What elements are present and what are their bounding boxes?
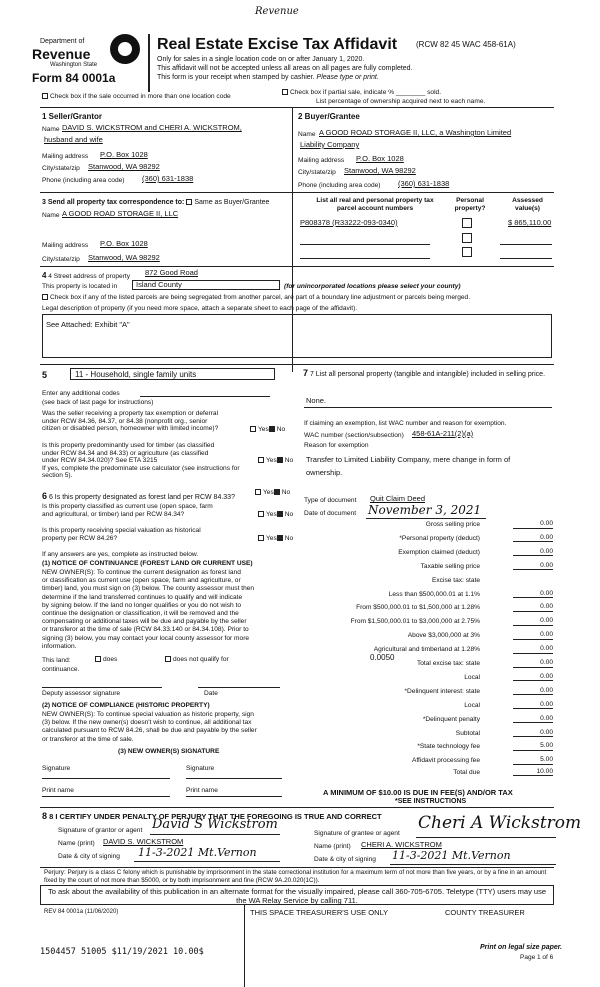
assessed-header: Assessed value(s) bbox=[512, 197, 543, 212]
notice-line: (3) below. If the new owner(s) doesn't wish to continue, all additional tax bbox=[42, 719, 252, 727]
owner-sig-label-1: Signature bbox=[42, 765, 71, 772]
alt-format-box: To ask about the availability of this publication in an alternate format for the visually impaired, please call 360-705-6705. Teletype (TTY) users may use the WA Relay Service by calling 711. bbox=[40, 885, 554, 905]
personal-checkbox-2[interactable] bbox=[462, 233, 472, 243]
multi-location-checkbox[interactable]: Check box if the sale occurred in more than one location code bbox=[42, 93, 231, 101]
exempt-label: If claiming an exemption, list WAC number and reason for exemption. bbox=[304, 420, 507, 427]
form-number: Form 84 0001a bbox=[32, 71, 116, 85]
corr-city-field[interactable]: Stanwood, WA 98292 bbox=[88, 253, 160, 262]
buyer-mail-label: Mailing address bbox=[298, 157, 345, 164]
q-timber: Is this property predominantly used for timber (as classified under RCW 84.34 and 84.33) or agriculture (as classified under RCW 84.34.020)? See ETA 3215 If yes, complete the predominate use calculator (see instructions for section 5). bbox=[42, 442, 240, 480]
new-owner-sig-title: (3) NEW OWNER(S) SIGNATURE bbox=[118, 748, 220, 755]
seller-phone-field[interactable]: (360) 631-1838 bbox=[142, 174, 194, 183]
tax-row-label: Local bbox=[464, 673, 480, 681]
tax-row-value[interactable]: 5.00 bbox=[513, 742, 553, 751]
q-current-use: Is this property classified as current use (open space, farm and agricultural, or timber) land per RCW 84.34? bbox=[42, 503, 213, 518]
notice2-body bbox=[42, 711, 257, 744]
answers-note: If any answers are yes, complete as instructed below. bbox=[42, 551, 199, 558]
grantor-name-field[interactable]: DAVID S. WICKSTROM bbox=[103, 837, 184, 846]
header-scribble: Revenue bbox=[255, 6, 299, 17]
logo-swoosh-icon bbox=[110, 34, 140, 64]
buyer-name-field[interactable]: A GOOD ROAD STORAGE II, LLC, a Washington Limited bbox=[319, 128, 512, 137]
use-code-select[interactable]: 11 - Household, single family units bbox=[70, 368, 275, 380]
segregated-checkbox[interactable]: Check box if any of the listed parcels are being segregated from another parcel, are part of a boundary line adjustment or parcels being merged. bbox=[42, 294, 470, 302]
tax-row-label: Above $3,000,000 at 3% bbox=[407, 632, 480, 640]
parcel-header: List all real and personal property tax parcel account numbers bbox=[316, 197, 434, 212]
tax-row-value[interactable]: 0.00 bbox=[513, 534, 553, 543]
tax-row-value[interactable]: 0.00 bbox=[513, 729, 553, 738]
tax-row-value[interactable]: 0.00 bbox=[513, 562, 553, 571]
grantor-name-label: Name (print) bbox=[58, 840, 95, 847]
grantor-date-label: Date & city of signing bbox=[58, 853, 120, 860]
corr-mail-field[interactable]: P.O. Box 1028 bbox=[100, 239, 148, 248]
tax-row-value[interactable]: 0.00 bbox=[513, 645, 553, 654]
tax-row-label: *State technology fee bbox=[417, 743, 480, 751]
tax-row-value[interactable]: 0.00 bbox=[513, 673, 553, 682]
seller-mail-field[interactable]: P.O. Box 1028 bbox=[100, 150, 148, 159]
personal-checkbox-1[interactable] bbox=[462, 218, 472, 228]
buyer-mail-field[interactable]: P.O. Box 1028 bbox=[356, 154, 404, 163]
seller-name2-field[interactable]: husband and wife bbox=[44, 135, 103, 144]
revenue-label: Revenue bbox=[32, 46, 91, 62]
codes-label: Enter any additional codes bbox=[42, 390, 120, 397]
tax-row-value[interactable]: 0.00 bbox=[513, 590, 553, 599]
tax-row-label: Exemption claimed (deduct) bbox=[398, 548, 480, 556]
assessor-sig-label: Deputy assessor signature bbox=[42, 690, 121, 697]
tax-row-label: *Personal property (deduct) bbox=[399, 534, 480, 542]
tax-row-label: Gross selling price bbox=[425, 521, 480, 528]
sec5-num: 5 bbox=[42, 370, 48, 380]
state-label: Washington State bbox=[50, 62, 98, 68]
page-number: Page 1 of 6 bbox=[520, 954, 554, 961]
rcw-ref: (RCW 82 45 WAC 458-61A) bbox=[416, 40, 516, 49]
tax-row-value[interactable]: 0.00 bbox=[513, 659, 553, 668]
pct-note: List percentage of ownership acquired next to each name. bbox=[316, 98, 486, 105]
doc-type-field[interactable]: Quit Claim Deed bbox=[370, 494, 426, 503]
legal-desc-label: Legal description of property (if you need more space, attach a separate sheet to each page of the affidavit). bbox=[42, 305, 358, 312]
corr-mail-label: Mailing address bbox=[42, 242, 89, 249]
buyer-phone-label: Phone (including area code) bbox=[298, 182, 381, 189]
personal-checkbox-3[interactable] bbox=[462, 247, 472, 257]
owner-print-label-1: Print name bbox=[42, 787, 74, 794]
located-label: This property is located in bbox=[42, 283, 118, 290]
tax-row-value[interactable]: 0.00 bbox=[513, 548, 553, 557]
buyer-city-label: City/state/zip bbox=[298, 169, 336, 176]
personal-property-field[interactable]: None. bbox=[306, 396, 327, 405]
land-label: This land: bbox=[42, 657, 71, 664]
tax-row-value[interactable]: 0.00 bbox=[513, 603, 553, 612]
tax-row-value[interactable]: 0.00 bbox=[513, 701, 553, 710]
street-address-field[interactable]: 872 Good Road bbox=[145, 268, 198, 277]
q-exemption: Was the seller receiving a property tax exemption or deferral under RCW 84.36, 84.37, or 84.38 (nonprofit org., senior citizen or disabled person, homeowner with limited income)? bbox=[42, 410, 219, 433]
tax-row-label: Local bbox=[464, 701, 480, 709]
grantee-signature[interactable]: Cheri A Wickstrom bbox=[418, 813, 582, 833]
wac-label: WAC number (section/subsection) bbox=[304, 432, 404, 439]
notice-line: compensating or additional taxes will be due and payable by the seller bbox=[42, 618, 247, 626]
tax-row-label: Affidavit processing fee bbox=[411, 757, 480, 765]
notice-line: information. bbox=[42, 642, 77, 650]
tax-row-value[interactable]: 5.00 bbox=[513, 756, 553, 765]
min-due-note: A MINIMUM OF $10.00 IS DUE IN FEE(S) AND/OR TAX bbox=[323, 788, 513, 797]
notice2-title: (2) NOTICE OF COMPLIANCE (HISTORIC PROPERTY) bbox=[42, 702, 210, 709]
q-historic: Is this property receiving special valuation as historical property per RCW 84.26? bbox=[42, 527, 201, 542]
tax-row-value[interactable]: 10.00 bbox=[513, 768, 553, 777]
q5-yes-no[interactable]: Yes No bbox=[258, 535, 293, 543]
doc-type-label: Type of document bbox=[304, 497, 357, 504]
seller-title: 1 Seller/Grantor bbox=[42, 112, 103, 121]
perjury-notice: Perjury: Perjury is a class C felony which is punishable by imprisonment in the state correctional institution for a maximum term of not more than five years, or by a fine in an amount fixed by the court of not more than $5000, or by both imprisonment and fine (RCW 9A.20.020(1C)). bbox=[44, 869, 547, 884]
seller-phone-label: Phone (including area code) bbox=[42, 177, 125, 184]
corr-title: 3 Send all property tax correspondence to: Same as Buyer/Grantee bbox=[42, 199, 270, 206]
notice1-body bbox=[42, 569, 254, 651]
buyer-title: 2 Buyer/Grantee bbox=[298, 112, 360, 121]
partial-sale-checkbox[interactable]: Check box if partial sale, indicate % ________ sold. bbox=[282, 89, 441, 97]
tax-row-value[interactable]: 0.00 bbox=[513, 520, 553, 529]
notice-line: or transferor at the time of sale. bbox=[42, 735, 134, 743]
doc-date-label: Date of document bbox=[304, 510, 357, 517]
street-label: 4 4 Street address of property bbox=[42, 271, 131, 280]
notice-line: NEW OWNER(S): To continue the current designation as forest land bbox=[42, 569, 241, 576]
grantee-date-label: Date & city of signing bbox=[314, 856, 376, 863]
tax-row-label: From $1,500,000.01 to $3,000,000 at 2.75% bbox=[350, 618, 480, 626]
does-checkbox[interactable]: does bbox=[95, 656, 117, 664]
owner-print-label-2: Print name bbox=[186, 787, 218, 794]
notice-line: or transferor at the time of sale (RCW 84.33.140 or 84.34.108). Prior to bbox=[42, 626, 249, 634]
county-treasurer: COUNTY TREASURER bbox=[445, 908, 525, 917]
tax-row-label: Taxable selling price bbox=[420, 562, 480, 570]
cashier-stamp: 1504457 51005 $11/19/2021 10.00$ bbox=[40, 947, 204, 957]
sec7-title: 7 7 List all personal property (tangible and intangible) included in selling price. bbox=[303, 368, 546, 378]
tax-row-value[interactable]: 0.00 bbox=[513, 687, 553, 696]
treasurer-use: THIS SPACE TREASURER'S USE ONLY bbox=[250, 908, 389, 917]
grantee-date-field[interactable]: 11-3-2021 Mt.Vernon bbox=[392, 849, 511, 862]
seller-name-label: Name bbox=[42, 126, 60, 133]
q4-yes-no[interactable]: Yes No bbox=[258, 511, 293, 519]
header-line3: This form is your receipt when stamped by cashier. Please type or print. bbox=[157, 74, 379, 81]
notice-line: by signing below. If the land no longer qualifies or you do not wish to bbox=[42, 601, 242, 609]
seller-mail-label: Mailing address bbox=[42, 153, 89, 160]
grantee-sig-label: Signature of grantee or agent bbox=[314, 830, 400, 837]
buyer-name-label: Name bbox=[298, 131, 316, 138]
grantee-name-label: Name (print) bbox=[314, 843, 351, 850]
seller-city-field[interactable]: Stanwood, WA 98292 bbox=[88, 162, 160, 171]
notice-line: timber) land, you must sign on (3) below. The county assessor must then bbox=[42, 585, 255, 593]
county-select[interactable]: Island County bbox=[132, 280, 280, 290]
local-rate: 0.0050 bbox=[370, 653, 395, 662]
legal-desc-field[interactable]: See Attached: Exhibit "A" bbox=[42, 314, 552, 358]
tax-row-value[interactable]: 0.00 bbox=[513, 617, 553, 626]
q1-yes-no[interactable]: Yes No bbox=[250, 426, 285, 434]
tax-row-label: Total due bbox=[453, 768, 480, 776]
assessed-value-field[interactable]: $ 865,110.00 bbox=[508, 218, 552, 227]
tax-row-label: Less than $500,000.01 at 1.1% bbox=[388, 590, 480, 598]
corr-name-field[interactable]: A GOOD ROAD STORAGE II, LLC bbox=[62, 209, 179, 218]
seller-name-field[interactable]: DAVID S. WICKSTROM and CHERI A. WICKSTROM, bbox=[62, 123, 242, 132]
tax-row-value[interactable]: 0.00 bbox=[513, 715, 553, 724]
certify-title: 8 8 I CERTIFY UNDER PENALTY OF PERJURY THAT THE FOREGOING IS TRUE AND CORRECT bbox=[42, 811, 382, 821]
tax-row-label: *Delinquent interest: state bbox=[404, 687, 480, 695]
unincorp-note: (for unincorporated locations please select your county) bbox=[284, 283, 461, 290]
doc-date-field[interactable]: November 3, 2021 bbox=[368, 503, 482, 517]
reason-field[interactable]: Transfer to Limited Liability Company, mere change in form of ownership. bbox=[306, 455, 511, 477]
corr-city-label: City/state/zip bbox=[42, 256, 80, 263]
parcel-number-field[interactable]: P808378 (R33222-093-0340) bbox=[300, 218, 398, 227]
personal-header: Personal property? bbox=[454, 197, 486, 212]
q3-yes-no[interactable]: Yes No bbox=[255, 489, 290, 497]
q2-yes-no[interactable]: Yes No bbox=[258, 457, 293, 465]
tax-row-label: Total excise tax: state bbox=[416, 660, 480, 667]
seller-city-label: City/state/zip bbox=[42, 165, 80, 172]
notice1-title: (1) NOTICE OF CONTINUANCE (FOREST LAND OR CURRENT USE) bbox=[42, 560, 253, 567]
wac-field[interactable]: 458-61A-211(2)(a) bbox=[412, 429, 474, 438]
codes-note: (see back of last page for instructions) bbox=[42, 399, 154, 406]
header-line2: This affidavit will not be accepted unless all areas on all pages are fully completed. bbox=[157, 65, 413, 72]
tax-row-label: Subtotal bbox=[455, 729, 480, 737]
does-not-checkbox[interactable]: does not qualify for bbox=[165, 656, 229, 664]
notice-line: determine if the land transferred continues to qualify and will indicate bbox=[42, 593, 243, 601]
buyer-name2-field[interactable]: Liability Company bbox=[300, 140, 360, 149]
legal-paper-note: Print on legal size paper. bbox=[480, 944, 563, 951]
notice-line: calculated pursuant to RCW 84.26, shall be due and payable by the seller bbox=[42, 727, 257, 735]
notice-line: NEW OWNER(S): To continue special valuation as historic property, sign bbox=[42, 711, 254, 718]
tax-row-label: *Delinquent penalty bbox=[422, 715, 480, 723]
see-instructions: *SEE INSTRUCTIONS bbox=[395, 798, 467, 805]
notice-line: continue the designation or classification, it will be removed and the bbox=[42, 610, 239, 618]
owner-sig-label-2: Signature bbox=[186, 765, 215, 772]
reason-label: Reason for exemption bbox=[304, 442, 369, 449]
header-line1: Only for sales in a single location code on or after January 1, 2020. bbox=[157, 56, 365, 63]
buyer-phone-field[interactable]: (360) 631-1838 bbox=[398, 179, 450, 188]
rev-label: REV 84 0001a (11/06/2020) bbox=[44, 909, 119, 915]
corr-name-label: Name bbox=[42, 212, 60, 219]
dept-label: Department of bbox=[40, 38, 85, 45]
same-as-buyer-checkbox[interactable] bbox=[186, 199, 192, 205]
tax-row-label: From $500,000.01 to $1,500,000 at 1.28% bbox=[356, 604, 480, 612]
notice-line: signing (3) below, you may contact your local county assessor for more bbox=[42, 634, 250, 642]
grantee-name-field[interactable]: CHERI A. WICKSTROM bbox=[361, 840, 442, 849]
assessor-date-label: Date bbox=[204, 690, 218, 697]
notice-line: or classification as current use (open space, farm and agriculture, or bbox=[42, 577, 241, 585]
tax-row-label: Agricultural and timberland at 1.28% bbox=[373, 646, 480, 654]
q-forest: 6 6 Is this property designated as forest land per RCW 84.33? bbox=[42, 491, 235, 501]
grantor-sig-label: Signature of grantor or agent bbox=[58, 827, 143, 834]
grantor-date-field[interactable]: 11-3-2021 Mt.Vernon bbox=[138, 846, 257, 859]
grantor-signature[interactable]: David S Wickstrom bbox=[152, 817, 278, 832]
tax-row-value[interactable]: 0.00 bbox=[513, 631, 553, 640]
tax-row-label: Excise tax: state bbox=[431, 576, 480, 584]
continuance-label: continuance. bbox=[42, 666, 80, 673]
buyer-city-field[interactable]: Stanwood, WA 98292 bbox=[344, 166, 416, 175]
form-title: Real Estate Excise Tax Affidavit bbox=[157, 36, 398, 53]
